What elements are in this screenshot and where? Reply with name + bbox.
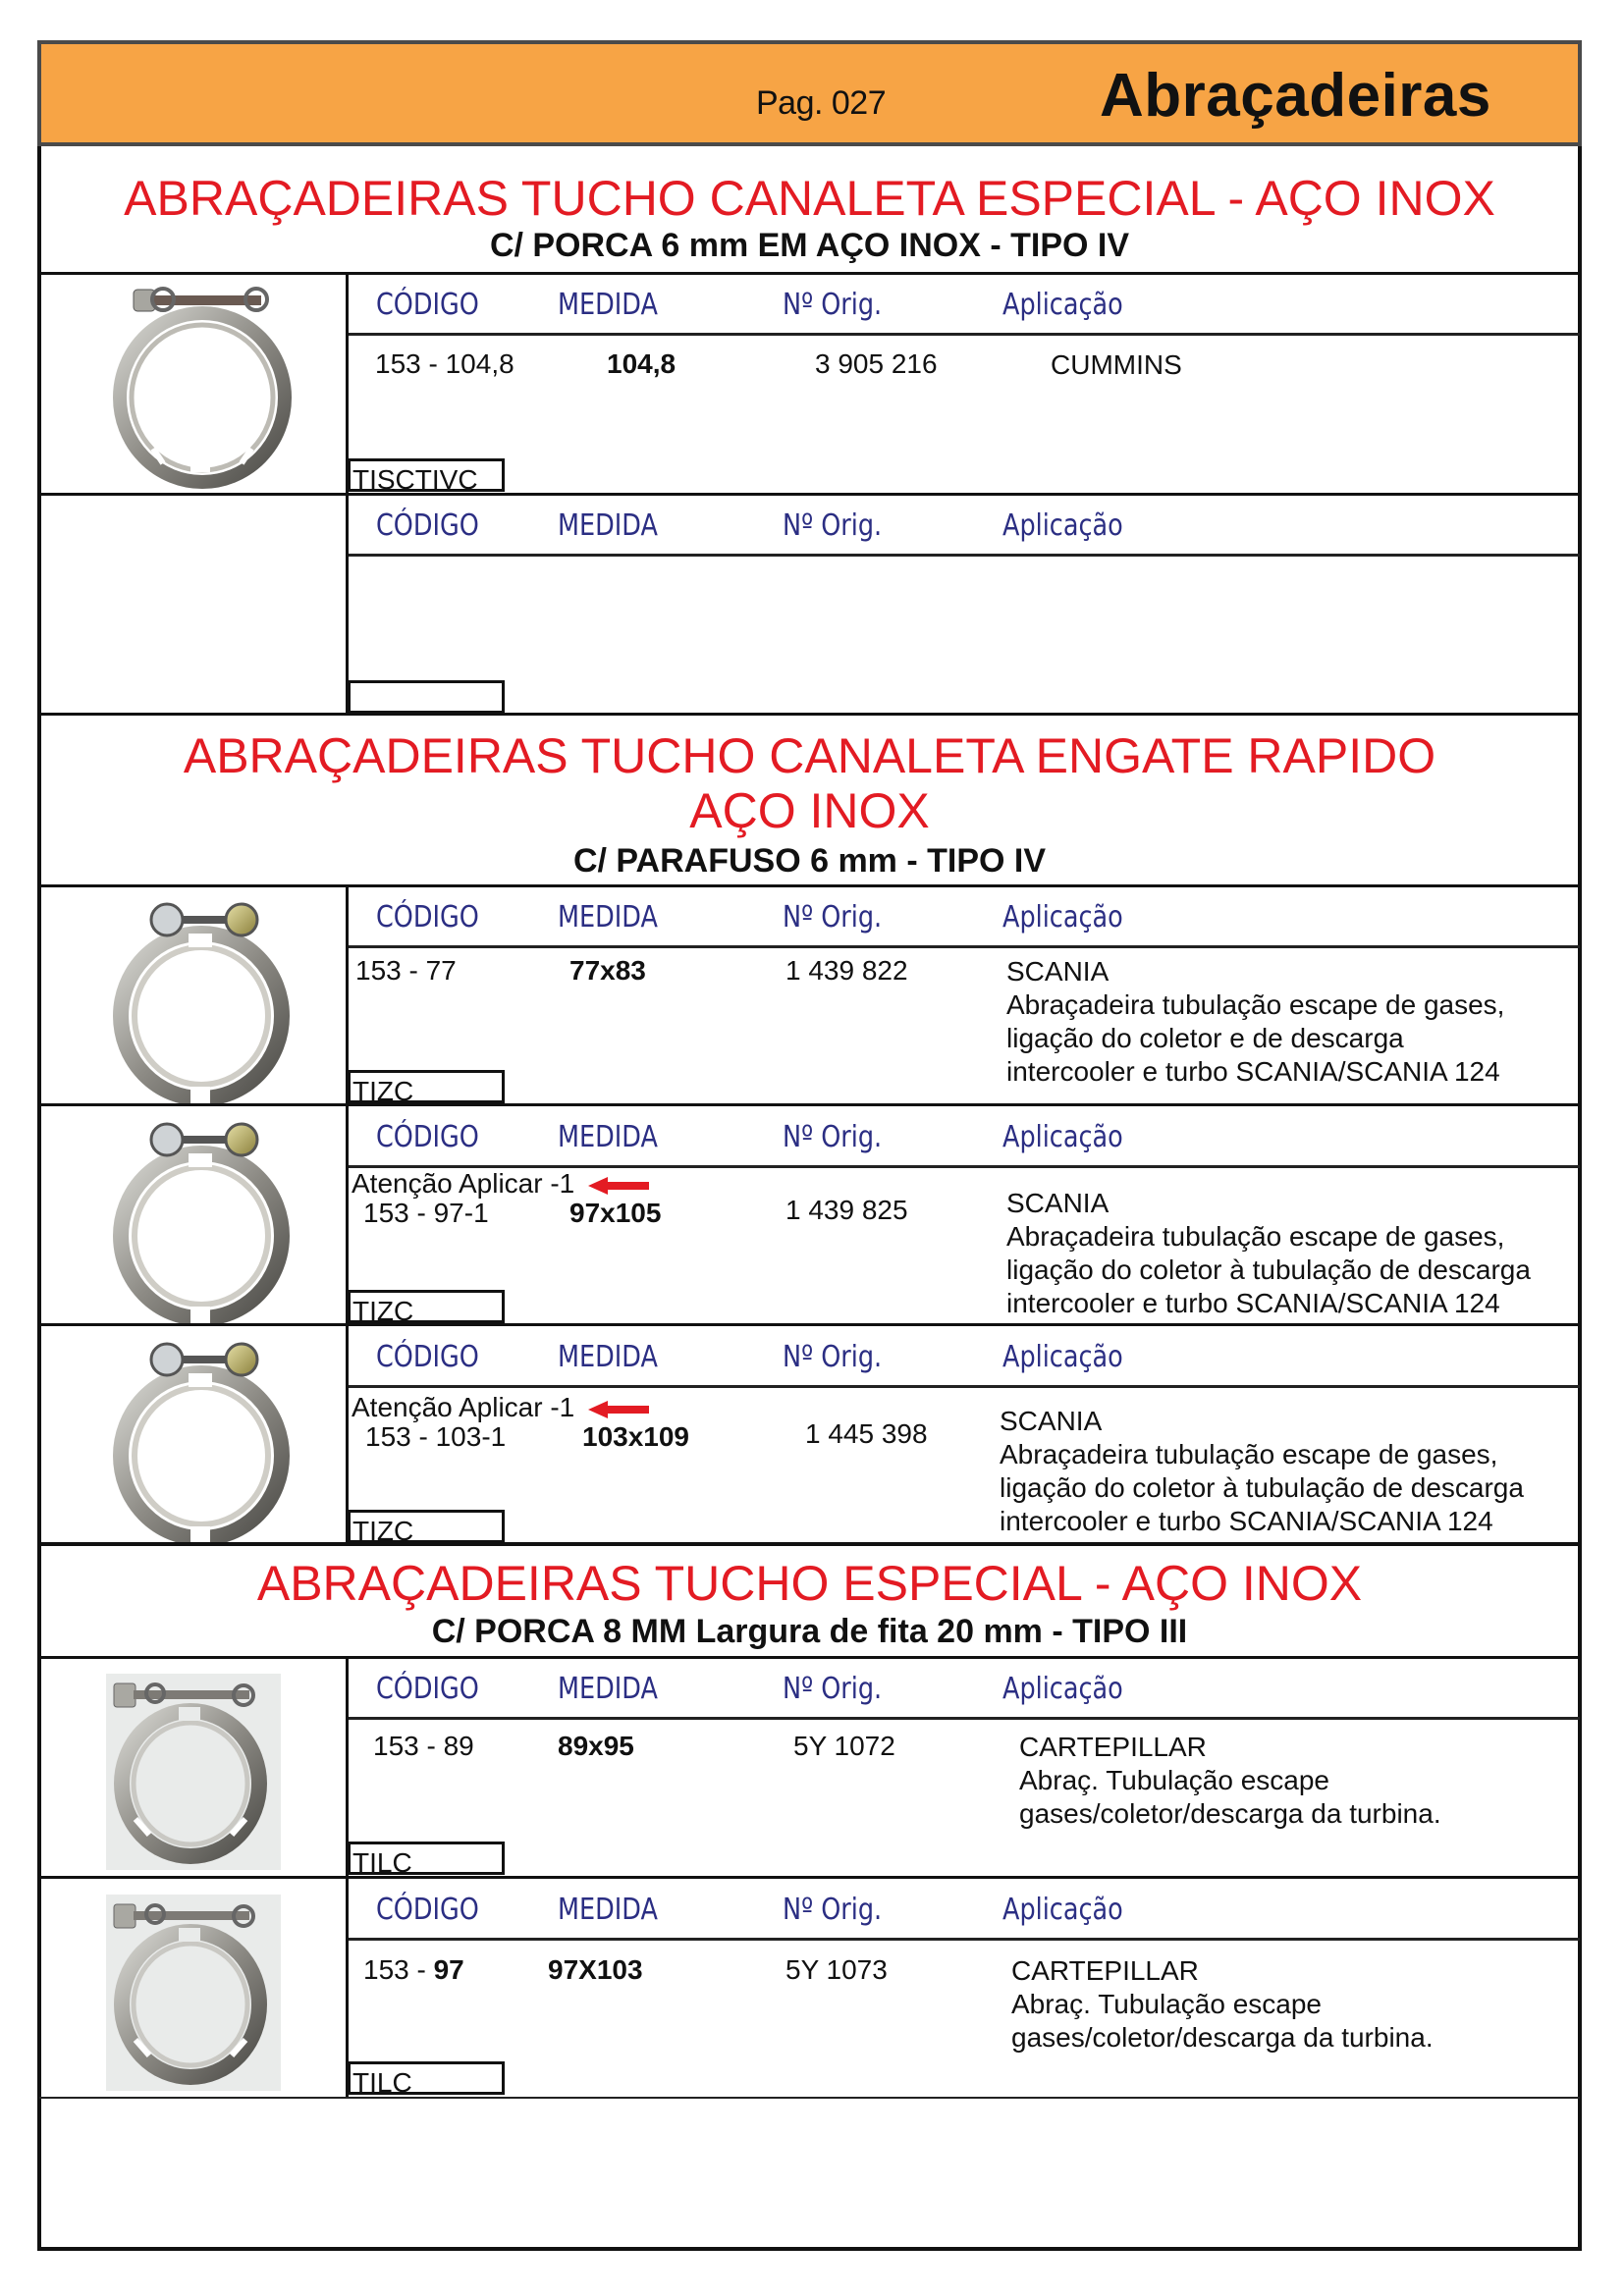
divider	[39, 1543, 1580, 1546]
aplicacao-value	[1011, 1954, 1434, 2055]
header-medida: MEDIDA	[558, 1340, 658, 1374]
product-tag	[348, 1070, 505, 1103]
aplicacao-line: Abraç. Tubulação escape	[1019, 1765, 1329, 1795]
header-aplicacao: Aplicação	[1002, 1120, 1123, 1154]
column-divider	[346, 274, 349, 714]
divider	[346, 1938, 1580, 1941]
attention-notice	[352, 1168, 649, 1201]
product-tag	[348, 2061, 505, 2095]
header-aplicacao: Aplicação	[1002, 1893, 1123, 1927]
orig-value: 1 439 822	[785, 955, 908, 986]
product-tag	[348, 458, 505, 492]
codigo-prefix: 153 -	[373, 1731, 444, 1761]
header-orig: Nº Orig.	[783, 288, 883, 322]
section-title: ABRAÇADEIRAS TUCHO ESPECIAL - AÇO INOX	[256, 1556, 1363, 1611]
header-orig: Nº Orig.	[783, 508, 883, 543]
header-orig: Nº Orig.	[783, 1893, 883, 1927]
page-number: Pag. 027	[756, 84, 887, 122]
product-row	[39, 1879, 1580, 2097]
aplicacao-line: SCANIA	[1000, 1406, 1103, 1436]
red-arrow-left-icon	[588, 1394, 649, 1425]
column-header	[39, 1879, 1580, 1940]
red-arrow-left-icon	[588, 1170, 649, 1201]
header-codigo: CÓDIGO	[376, 1120, 479, 1154]
header-orig: Nº Orig.	[783, 1672, 883, 1706]
codigo-value: 153 - 77	[355, 955, 457, 986]
header-medida: MEDIDA	[558, 1893, 658, 1927]
header-medida: MEDIDA	[558, 1120, 658, 1154]
section-subtitle: C/ PORCA 8 MM Largura de fita 20 mm - TIPO III	[431, 1613, 1188, 1650]
aplicacao-line: gases/coletor/descarga da turbina.	[1019, 1798, 1441, 1829]
product-tag-label: TILC	[352, 2067, 412, 2095]
column-divider	[346, 1658, 349, 2098]
column-divider	[346, 886, 349, 1544]
aplicacao-line: Abraç. Tubulação escape	[1011, 1989, 1322, 2019]
divider	[346, 945, 1580, 948]
header-codigo: CÓDIGO	[376, 1340, 479, 1374]
header-aplicacao: Aplicação	[1002, 900, 1123, 934]
header-medida: MEDIDA	[558, 508, 658, 543]
orig-value: 3 905 216	[815, 348, 938, 379]
orig-value: 1 445 398	[805, 1418, 928, 1449]
product-row-empty	[39, 495, 1580, 714]
product-tag-label: TISCTIVC	[352, 464, 478, 492]
product-tag-label: TIZC	[352, 1076, 414, 1103]
attention-text: Atenção Aplicar -1	[352, 1392, 575, 1422]
aplicacao-line: intercooler e turbo SCANIA/SCANIA 124	[1000, 1506, 1493, 1536]
header-aplicacao: Aplicação	[1002, 1340, 1123, 1374]
product-tag	[348, 680, 505, 714]
product-row	[39, 886, 1580, 1104]
aplicacao-line: gases/coletor/descarga da turbina.	[1011, 2022, 1434, 2053]
product-tag-label: TIZC	[352, 1516, 414, 1543]
codigo-value	[373, 1731, 474, 1762]
aplicacao-line: SCANIA	[1006, 956, 1110, 987]
header-medida: MEDIDA	[558, 900, 658, 934]
product-row	[39, 1326, 1580, 1543]
aplicacao-line: Abraçadeira tubulação escape de gases,	[1000, 1439, 1498, 1469]
divider	[346, 1385, 1580, 1388]
header-codigo: CÓDIGO	[376, 1893, 479, 1927]
divider	[346, 333, 1580, 336]
aplicacao-line: CUMMINS	[1051, 349, 1182, 380]
aplicacao-line: intercooler e turbo SCANIA/SCANIA 124	[1006, 1056, 1500, 1087]
product-row	[39, 1106, 1580, 1324]
aplicacao-line: intercooler e turbo SCANIA/SCANIA 124	[1006, 1288, 1500, 1318]
header-orig: Nº Orig.	[783, 1120, 883, 1154]
orig-value: 5Y 1072	[793, 1731, 895, 1761]
header-medida: MEDIDA	[558, 288, 658, 322]
aplicacao-line: CARTEPILLAR	[1019, 1732, 1207, 1762]
divider	[346, 554, 1580, 557]
product-tag	[348, 1842, 505, 1875]
aplicacao-value	[1006, 955, 1504, 1089]
header-aplicacao: Aplicação	[1002, 288, 1123, 322]
codigo-value: 153 - 97-1	[363, 1198, 489, 1228]
aplicacao-value	[1019, 1731, 1441, 1831]
header-codigo: CÓDIGO	[376, 900, 479, 934]
header-aplicacao: Aplicação	[1002, 508, 1123, 543]
aplicacao-line: Abraçadeira tubulação escape de gases,	[1006, 1221, 1505, 1252]
medida-value: 89x95	[558, 1731, 634, 1761]
aplicacao-value	[1000, 1405, 1524, 1538]
aplicacao-value	[1006, 1187, 1531, 1320]
aplicacao-line: CARTEPILLAR	[1011, 1955, 1199, 1986]
codigo-value: 153 - 104,8	[375, 348, 514, 379]
codigo-value	[363, 1954, 464, 1986]
aplicacao-value	[1051, 348, 1182, 382]
aplicacao-line: SCANIA	[1006, 1188, 1110, 1218]
product-tag	[348, 1290, 505, 1323]
header-codigo: CÓDIGO	[376, 1672, 479, 1706]
header-codigo: CÓDIGO	[376, 508, 479, 543]
header-aplicacao: Aplicação	[1002, 1672, 1123, 1706]
column-header	[39, 1658, 1580, 1719]
product-tag-label: TILC	[352, 1847, 412, 1875]
product-tag-label: TIZC	[352, 1296, 414, 1323]
medida-value: 104,8	[607, 348, 677, 379]
medida-value: 103x109	[582, 1421, 690, 1452]
attention-notice	[352, 1392, 649, 1425]
codigo-suffix: 97	[433, 1954, 464, 1985]
divider	[39, 713, 1580, 716]
column-header	[39, 495, 1580, 556]
medida-value: 77x83	[569, 955, 646, 986]
header-orig: Nº Orig.	[783, 900, 883, 934]
section-title: ABRAÇADEIRAS TUCHO CANALETA ENGATE RAPIDO	[183, 728, 1436, 783]
header-orig: Nº Orig.	[783, 1340, 883, 1374]
header-medida: MEDIDA	[558, 1672, 658, 1706]
orig-value: 1 439 825	[785, 1195, 908, 1225]
codigo-suffix: 89	[443, 1731, 474, 1761]
column-header	[39, 886, 1580, 947]
product-tag	[348, 1510, 505, 1543]
column-header	[39, 1106, 1580, 1167]
section-subtitle: C/ PORCA 6 mm EM AÇO INOX - TIPO IV	[489, 227, 1130, 264]
column-header	[39, 1326, 1580, 1387]
category-title: Abraçadeiras	[1100, 62, 1491, 130]
aplicacao-line: Abraçadeira tubulação escape de gases,	[1006, 989, 1505, 1020]
section-title-line2: AÇO INOX	[689, 783, 930, 838]
aplicacao-line: ligação do coletor e de descarga	[1006, 1023, 1404, 1053]
medida-value: 97X103	[548, 1954, 643, 1985]
codigo-prefix: 153 -	[363, 1954, 434, 1985]
attention-text: Atenção Aplicar -1	[352, 1168, 575, 1199]
divider	[39, 2097, 1580, 2099]
header-codigo: CÓDIGO	[376, 288, 479, 322]
column-header	[39, 274, 1580, 335]
aplicacao-line: ligação do coletor à tubulação de descarga	[1006, 1255, 1531, 1285]
divider	[346, 1717, 1580, 1720]
codigo-value: 153 - 103-1	[365, 1421, 507, 1452]
medida-value: 97x105	[569, 1198, 662, 1228]
aplicacao-line: ligação do coletor à tubulação de descarga	[1000, 1472, 1524, 1503]
section-title: ABRAÇADEIRAS TUCHO CANALETA ESPECIAL - AÇO INOX	[124, 171, 1495, 226]
product-row	[39, 274, 1580, 494]
section-subtitle: C/ PARAFUSO 6 mm - TIPO IV	[572, 842, 1047, 880]
orig-value: 5Y 1073	[785, 1954, 888, 1985]
product-row	[39, 1658, 1580, 1877]
